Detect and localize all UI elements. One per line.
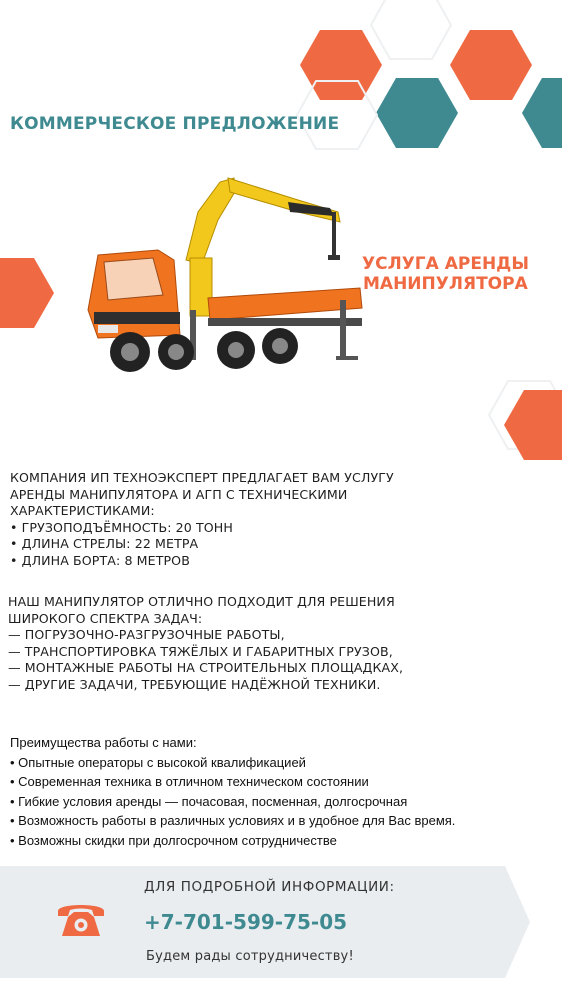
- advantage-item: • Современная техника в отличном техническом состоянии: [10, 774, 369, 789]
- document-title: КОММЕРЧЕСКОЕ ПРЕДЛОЖЕНИЕ: [10, 114, 340, 134]
- intro-line: АРЕНДЫ МАНИПУЛЯТОРА И АГП С ТЕХНИЧЕСКИМИ: [10, 486, 348, 502]
- hexagon-teal-middle: [376, 78, 458, 148]
- intro-text: [10, 470, 555, 569]
- spec-item: • ГРУЗОПОДЪЁМНОСТЬ: 20 ТОНН: [10, 519, 233, 535]
- intro-line: КОМПАНИЯ ИП ТЕХНОЭКСПЕРТ ПРЕДЛАГАЕТ ВАМ УСЛУГУ: [10, 470, 394, 485]
- thanks-text: Будем рады сотрудничеству!: [146, 949, 354, 964]
- tasks-text: [8, 594, 556, 693]
- tasks-line: ШИРОКОГО СПЕКТРА ЗАДАЧ:: [8, 610, 203, 626]
- task-item: — ПОГРУЗОЧНО-РАЗГРУЗОЧНЫЕ РАБОТЫ,: [8, 627, 285, 642]
- advantages-heading: Преимущества работы с нами:: [10, 735, 197, 750]
- advantage-item: • Возможны скидки при долгосрочном сотрудничестве: [10, 832, 337, 848]
- tasks-line: НАШ МАНИПУЛЯТОР ОТЛИЧНО ПОДХОДИТ ДЛЯ РЕШЕНИЯ: [8, 594, 395, 609]
- advantage-item: • Гибкие условия аренды — почасовая, посменная, долгосрочная: [10, 793, 408, 809]
- task-item: — МОНТАЖНЫЕ РАБОТЫ НА СТРОИТЕЛЬНЫХ ПЛОЩАДКАХ,: [8, 660, 404, 675]
- hexagon-orange-left-edge: [0, 258, 54, 328]
- advantages-list: [10, 733, 555, 850]
- crane-truck-illustration: [58, 160, 378, 395]
- spec-item: • ДЛИНА СТРЕЛЫ: 22 МЕТРА: [10, 536, 199, 551]
- intro-line: ХАРАКТЕРИСТИКАМИ:: [10, 503, 155, 518]
- spec-item: • ДЛИНА БОРТА: 8 МЕТРОВ: [10, 552, 190, 568]
- service-heading-line-2: МАНИПУЛЯТОРА: [363, 274, 528, 294]
- advantage-item: • Возможность работы в различных условиях и в удобное для Вас время.: [10, 813, 456, 828]
- phone-icon: [54, 899, 108, 939]
- advantage-item: • Опытные операторы с высокой квалификацией: [10, 754, 306, 770]
- contact-label: ДЛЯ ПОДРОБНОЙ ИНФОРМАЦИИ:: [144, 879, 395, 895]
- service-heading: [362, 254, 562, 294]
- phone-number-link[interactable]: +7-701-599-75-05: [144, 910, 348, 934]
- service-heading-line-1: УСЛУГА АРЕНДЫ: [362, 254, 529, 274]
- hexagon-outline-top: [370, 0, 452, 60]
- task-item: — ДРУГИЕ ЗАДАЧИ, ТРЕБУЮЩИЕ НАДЁЖНОЙ ТЕХНИКИ.: [8, 676, 381, 692]
- task-item: — ТРАНСПОРТИРОВКА ТЯЖЁЛЫХ И ГАБАРИТНЫХ ГРУЗОВ,: [8, 643, 393, 659]
- hexagon-orange-top-right: [450, 30, 532, 100]
- hexagon-orange-right-edge: [504, 390, 562, 460]
- hexagon-teal-right: [522, 78, 562, 148]
